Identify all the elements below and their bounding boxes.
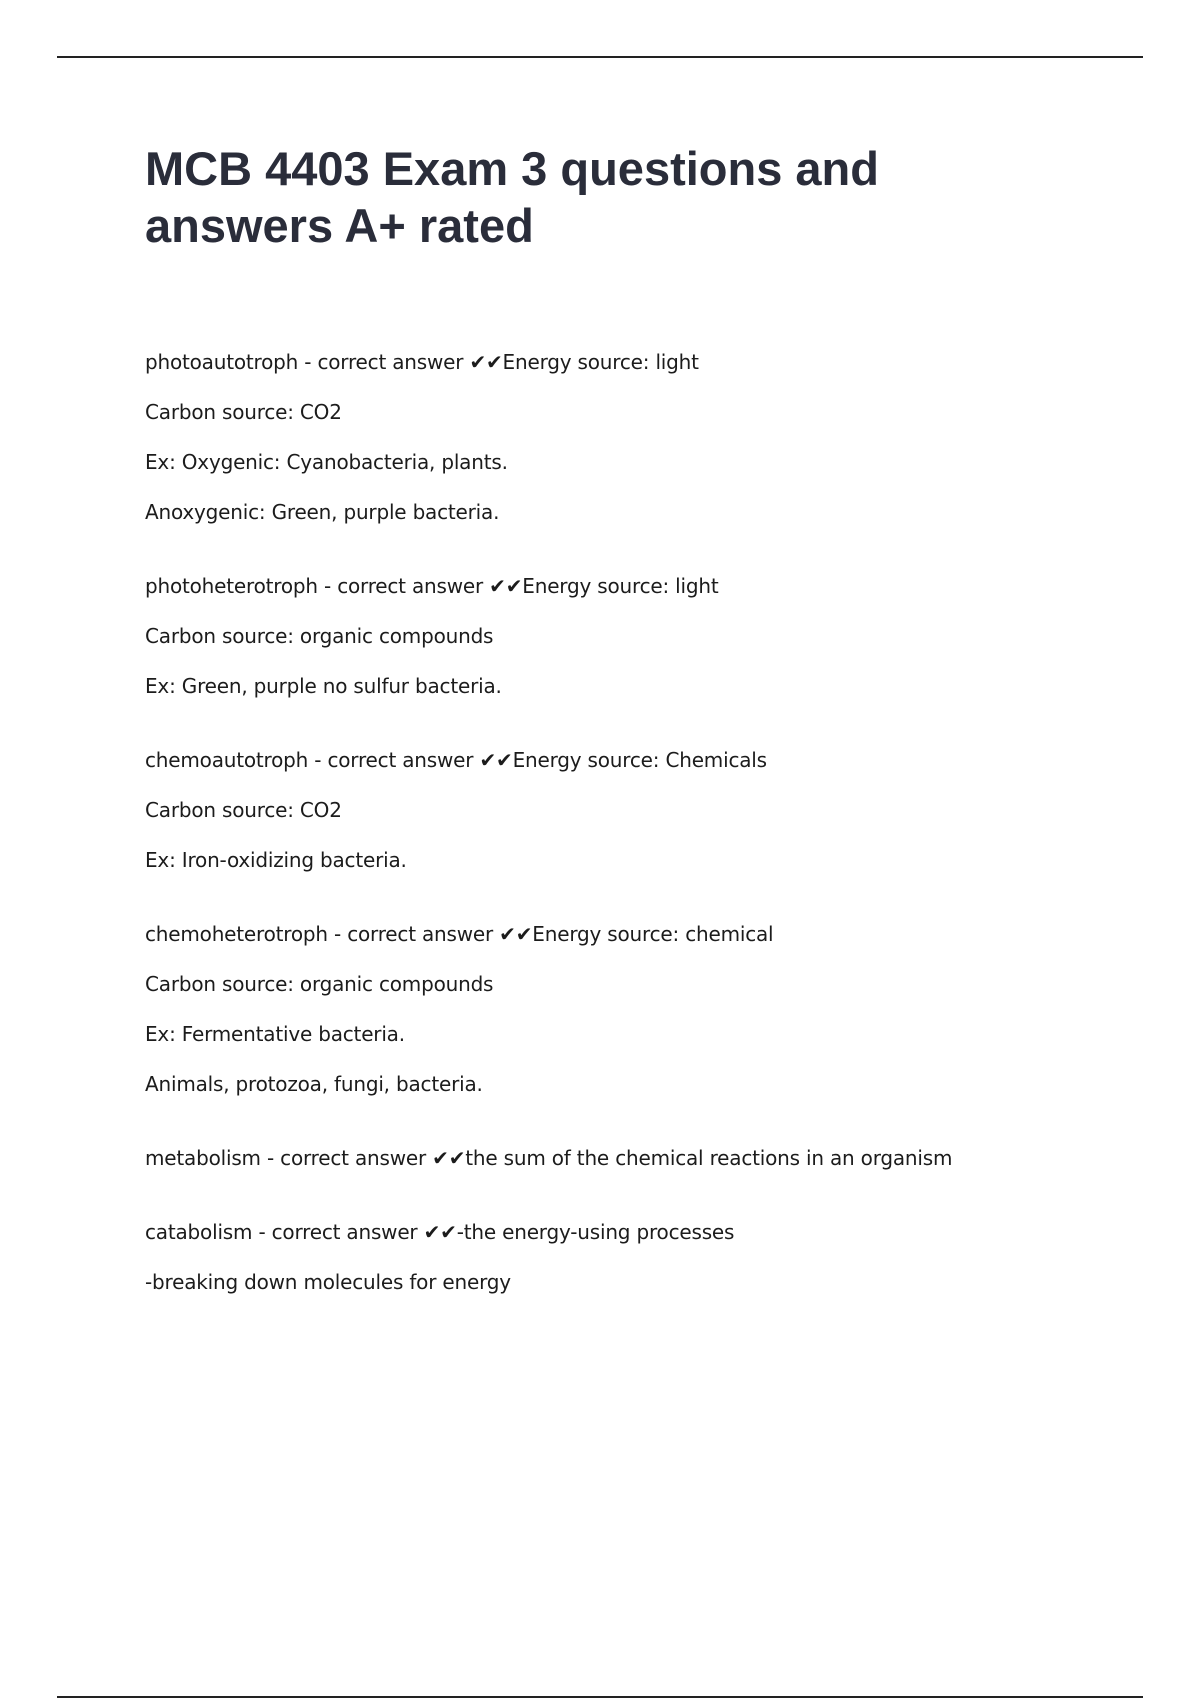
- qa-line: Ex: Iron-oxidizing bacteria.: [145, 848, 407, 872]
- qa-entry-photoheterotroph: [145, 574, 1105, 698]
- top-rule: [57, 56, 1143, 58]
- qa-line: metabolism - correct answer ✔✔the sum of the chemical reactions in an organism: [145, 1146, 953, 1170]
- qa-line: Carbon source: organic compounds: [145, 624, 494, 648]
- document-title: MCB 4403 Exam 3 questions and answers A+ rated: [145, 142, 879, 252]
- document-body: [145, 140, 1105, 1344]
- qa-entry-photoautotroph: [145, 350, 1105, 524]
- qa-line: chemoheterotroph - correct answer ✔✔Energy source: chemical: [145, 922, 774, 946]
- qa-line: Ex: Oxygenic: Cyanobacteria, plants.: [145, 450, 508, 474]
- qa-line: chemoautotroph - correct answer ✔✔Energy source: Chemicals: [145, 748, 767, 772]
- qa-line: Ex: Green, purple no sulfur bacteria.: [145, 674, 502, 698]
- qa-line: Carbon source: CO2: [145, 798, 342, 822]
- qa-line: -breaking down molecules for energy: [145, 1270, 511, 1294]
- qa-entry-catabolism: [145, 1220, 1105, 1294]
- bottom-rule: [57, 1696, 1143, 1698]
- qa-line: Carbon source: organic compounds: [145, 972, 494, 996]
- qa-line: catabolism - correct answer ✔✔-the energy-using processes: [145, 1220, 735, 1244]
- qa-line: Animals, protozoa, fungi, bacteria.: [145, 1072, 483, 1096]
- qa-line: Carbon source: CO2: [145, 400, 342, 424]
- qa-line: Ex: Fermentative bacteria.: [145, 1022, 405, 1046]
- qa-entry-chemoautotroph: [145, 748, 1105, 872]
- qa-line: Anoxygenic: Green, purple bacteria.: [145, 500, 500, 524]
- qa-line: photoheterotroph - correct answer ✔✔Energy source: light: [145, 574, 719, 598]
- qa-entry-chemoheterotroph: [145, 922, 1105, 1096]
- qa-list: [145, 350, 1105, 1294]
- qa-line: photoautotroph - correct answer ✔✔Energy source: light: [145, 350, 699, 374]
- qa-entry-metabolism: [145, 1146, 1105, 1170]
